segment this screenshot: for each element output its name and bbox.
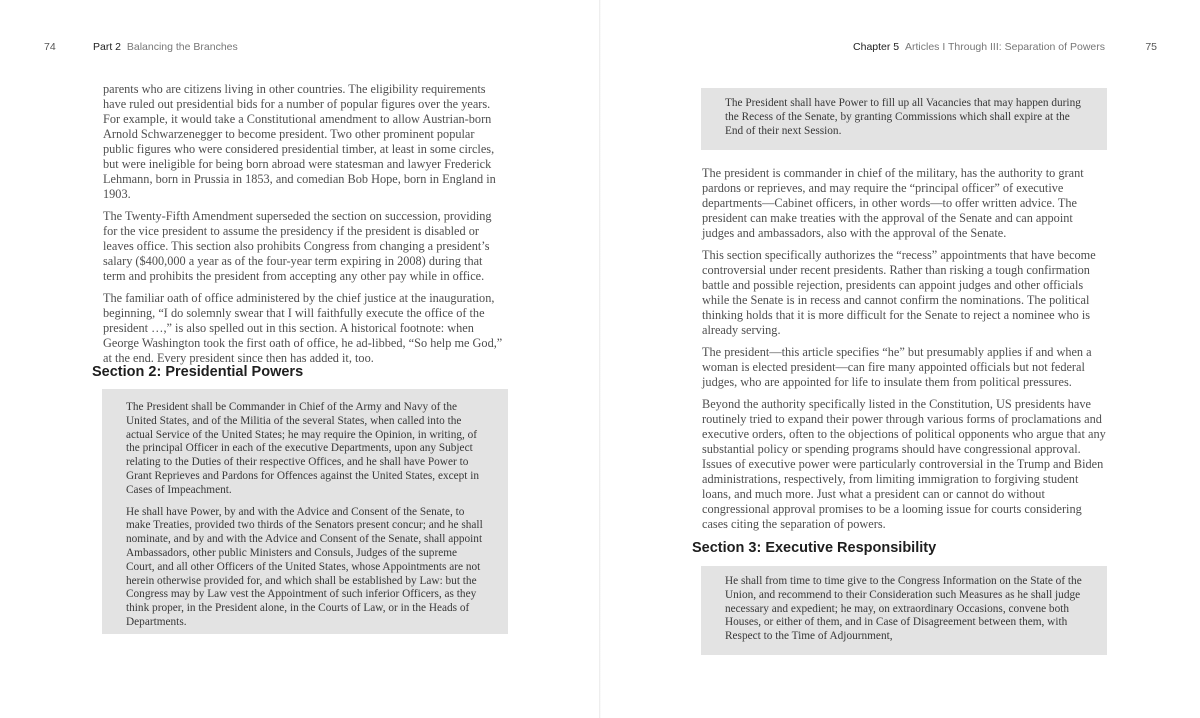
right-page-number: 75 — [1145, 41, 1157, 53]
body-paragraph: parents who are citizens living in other countries. The eligibility requirements have ruled out presidential bids for a number of popular figures over the years. For example, it would take a Constitutional amendment to allow Austrian-born Arnold Schwarzenegger to become president. Two other prominent popular public figures who were considered presidential timber, at least in some circles, but were ineligible for being born abroad were statesman and lawyer Frederick Lehmann, born in Prussia in 1853, and comedian Bob Hope, born in England in 1903. — [103, 82, 496, 201]
left-page-number: 74 — [44, 41, 56, 53]
constitution-quote-box — [701, 88, 1107, 150]
quote-paragraph: He shall from time to time give to the Congress Information on the State of the Union, and recommend to their Consideration such Measures as he shall judge necessary and expedient; he may, on extraordinary Occasions, convene both Houses, or either of them, and in Case of Disagreement between them, with Respect to the Time of Adjournment, — [725, 575, 1082, 643]
body-paragraph: The Twenty-Fifth Amendment superseded the section on succession, providing for the vice president to assume the presidency if the president is disabled or leaves office. This section also prohibits Congress from changing a president’s salary ($400,000 a year as of the four-year term expiring in 2008) during that term and prohibits the president from accepting any other pay while in office. — [103, 209, 492, 283]
left-running-head — [93, 41, 238, 53]
body-paragraph: The familiar oath of office administered by the chief justice at the inauguration, beginning, “I do solemnly swear that I will faithfully execute the office of the president …,” is also spelled out in this section. A historical footnote: when George Washington took the first oath of office, he ad-libbed, “So help me God,” at the end. Every president since then has added it, too. — [103, 291, 503, 365]
quote-paragraph: He shall have Power, by and with the Advice and Consent of the Senate, to make Treaties, provided two thirds of the Senators present concur; and he shall nominate, and by and with the Advice and Consent of the Senate, shall appoint Ambassadors, other public Ministers and Consuls, Judges of the supreme Court, and all other Officers of the United States, whose Appointments are not herein otherwise provided for, and which shall be established by Law: but the Congress may by Law vest the Appointment of such inferior Officers, as they think proper, in the President alone, in the Courts of Law, or in the Heads of Departments. — [126, 505, 483, 628]
constitution-quote-box — [102, 389, 508, 634]
quote-paragraph: The President shall have Power to fill up all Vacancies that may happen during the Recess of the Senate, by granting Commissions which shall expire at the End of their next Session. — [725, 97, 1081, 137]
right-page — [600, 0, 1200, 718]
section-heading: Section 3: Executive Responsibility — [692, 540, 937, 556]
body-paragraph: The president is commander in chief of the military, has the authority to grant pardons or reprieves, and may require the “principal officer” of executive departments—Cabinet officers, in other words—to offer written advice. The president can make treaties with the approval of the Senate and can appoint judges and ambassadors, also with the approval of the Senate. — [702, 166, 1084, 240]
running-head-part: Part 2 — [93, 41, 122, 53]
right-running-head — [853, 41, 1105, 53]
running-head-title: Articles I Through III: Separation of Powers — [905, 41, 1105, 53]
body-paragraph: This section specifically authorizes the “recess” appointments that have become controversial under recent presidents. Rather than risking a tough confirmation battle and possible rejection, presidents can appoint judges and other officials while the Senate is in recess and cannot confirm the nominations. The political thinking holds that it is more difficult for the Senate to reject a nominee who is already serving. — [702, 248, 1096, 337]
running-head-chapter: Chapter 5 — [853, 41, 900, 53]
right-body-text — [702, 166, 1107, 539]
body-paragraph: The president—this article specifies “he” but presumably applies if and when a woman is elected president—can fire many appointed officials but not federal judges, who are appointed for life to insulate them from political pressures. — [702, 345, 1092, 389]
section-heading: Section 2: Presidential Powers — [92, 364, 304, 380]
left-body-text — [103, 82, 503, 373]
body-paragraph: Beyond the authority specifically listed in the Constitution, US presidents have routinely tried to expand their power through various forms of proclamations and executive orders, often to the objections of political opponents who argue that any substantial policy or spending programs should have congressional approval. Issues of executive power were particularly controversial in the Trump and Biden administrations, respectively, from limiting immigration to forgiving student loans, and much more. Just what a president can or cannot do without congressional approval promises to be a looming issue for courts considering cases citing the separation of powers. — [702, 397, 1106, 531]
quote-paragraph: The President shall be Commander in Chief of the Army and Navy of the United States, and of the Militia of the several States, when called into the actual Service of the United States; he may require the Opinion, in writing, of the principal Officer in each of the executive Departments, upon any Subject relating to the Duties of their respective Offices, and he shall have Power to Grant Reprieves and Pardons for Offences against the United States, except in Cases of Impeachment. — [126, 401, 480, 496]
running-head-title: Balancing the Branches — [126, 41, 238, 53]
constitution-quote-box — [701, 566, 1107, 655]
